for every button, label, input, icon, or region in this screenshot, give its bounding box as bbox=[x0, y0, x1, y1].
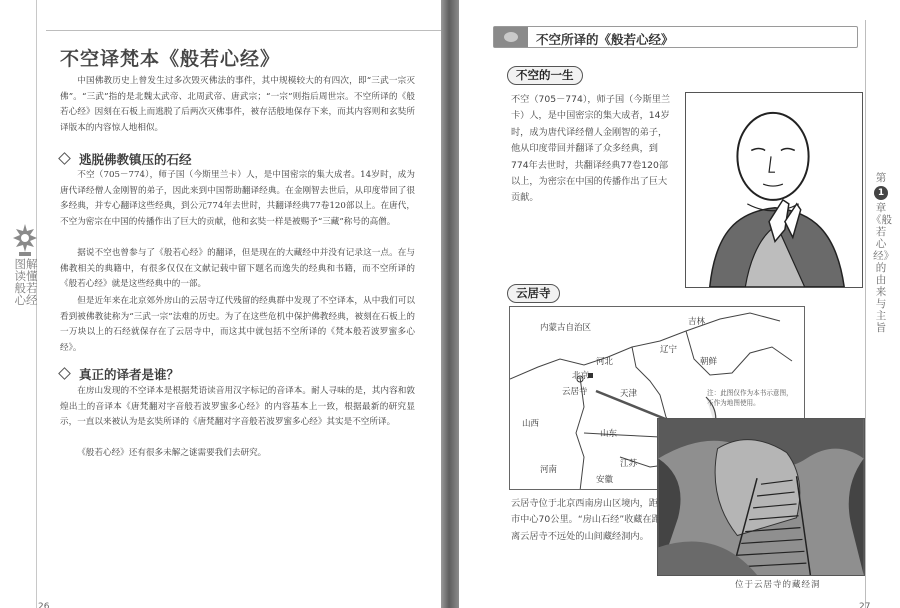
section-heading-stone-sutra: 逃脱佛教镇压的石经 bbox=[60, 150, 192, 168]
map-label: 河北 bbox=[596, 357, 614, 367]
map-label: 辽宁 bbox=[660, 345, 678, 355]
map-label: 云居寺 bbox=[562, 387, 588, 397]
bio-text: 不空（705－774），师子国（今斯里兰卡）人，是中国密宗的集大成者，14岁时，成为唐代译经僧人金刚智的弟子，他从印度带回并翻译了众多经典，到774年去世时，共翻译经典77卷120部以上，为密宗在中国的传播作出了巨大贡献。 bbox=[511, 94, 671, 204]
diamond-bullet-icon bbox=[58, 367, 71, 380]
header-rule bbox=[46, 30, 441, 31]
map-label: 山东 bbox=[600, 429, 618, 439]
map-label: 吉林 bbox=[688, 317, 706, 327]
monk-portrait bbox=[685, 92, 863, 288]
paragraph: 不空（705－774），师子国（今斯里兰卡）人，是中国密宗的集大成者。14岁时，成为唐代译经僧人金刚智的弟子，因此来到中国帮助翻译经典。在金刚智去世后，从印度带回了很多经典，并专心翻译这些经典，到公元774年去世时，共翻译经典77卷120部以上。在唐代，不空为密宗在中国的传播作出了巨大的贡献，他和玄奘一样是被赐予“三藏”称号的高僧。 bbox=[60, 170, 415, 227]
paragraph: 《般若心经》还有很多未解之谜需要我们去研究。 bbox=[77, 448, 267, 458]
paragraph: 据说不空也曾参与了《般若心经》的翻译，但是现在的大藏经中并没有记录这一点。在与佛教相关的典籍中，有很多仅仅在文献记载中留下题名而逸失的经典和书籍，而不空所译的《般若心经》就是这些经典中的一部。 bbox=[60, 248, 415, 290]
map-label: 江苏 bbox=[620, 459, 638, 469]
page-number: 27 bbox=[859, 602, 871, 608]
section-heading-true-translator: 真正的译者是谁？ bbox=[60, 365, 179, 383]
page-title: 不空译梵本《般若心经》 bbox=[60, 48, 281, 70]
pill-label-temple: 云居寺 bbox=[507, 284, 560, 303]
map-label: 安徽 bbox=[596, 475, 614, 485]
right-page bbox=[459, 0, 900, 608]
map-label: 天津 bbox=[620, 389, 638, 399]
map-label: 河南 bbox=[540, 465, 558, 475]
chapter-number-badge: 1 bbox=[874, 186, 888, 200]
chapter-side-label: 第 1 章 《般若心经》的由来与主旨 bbox=[871, 172, 892, 334]
map-label: 山西 bbox=[522, 419, 540, 429]
chapter-banner bbox=[493, 26, 858, 48]
book-side-title: 图解读懂般若心经 bbox=[14, 257, 38, 307]
map-label: 北京 bbox=[572, 371, 590, 381]
sutra-cave-illustration bbox=[657, 418, 865, 576]
diamond-bullet-icon bbox=[58, 152, 71, 165]
pill-label-bio: 不空的一生 bbox=[507, 66, 583, 85]
map-label: 朝鲜 bbox=[700, 357, 718, 367]
cave-caption: 位于云居寺的藏经洞 bbox=[735, 580, 821, 590]
map-note: 注：此图仅作为本书示意图，不作为地图使用。 bbox=[707, 389, 793, 407]
paragraph: 在房山发现的不空译本是根据梵语读音用汉字标记的音译本。耐人寻味的是，其内容和敦煌出土的音译本《唐梵翻对字音般若波罗蜜多心经》的内容基本上一致，根据最新的研究显示，一直以来被认为是玄奘所译的《唐梵翻对字音般若波罗蜜多心经》其实是不空所译。 bbox=[60, 386, 415, 428]
temple-description: 云居寺位于北京西南房山区境内，距市中心70公里。“房山石经”收藏在距离云居寺不远处的山间藏经洞内。 bbox=[511, 498, 661, 542]
buddha-ornament-icon bbox=[10, 222, 40, 258]
left-page bbox=[0, 0, 441, 608]
page-number: 26 bbox=[38, 602, 50, 608]
margin-rule bbox=[865, 20, 866, 608]
paragraph: 但是近年来在北京郊外房山的云居寺辽代残留的经典群中发现了不空译本，从中我们可以看到被佛教徒称为“三武一宗”法难的历史。为了在这些危机中保护佛教经典，被刻在石板上的一万块以上的石经就保存在了云居寺中，而这其中就包括不空所译的《梵本般若波罗蜜多心经》。 bbox=[60, 296, 415, 353]
map-label: 内蒙古自治区 bbox=[540, 323, 592, 333]
eye-icon bbox=[504, 32, 518, 42]
banner-title: 不空所译的《般若心经》 bbox=[536, 32, 674, 47]
book-gutter bbox=[441, 0, 459, 608]
intro-paragraph: 中国佛教历史上曾发生过多次毁灭佛法的事件，其中规模较大的有四次，即“三武一宗灭佛”。“三武”指的是北魏太武帝、北周武帝、唐武宗；“一宗”则指后周世宗。不空所译的《般若心经》因刻在石板上而逃脱了后两次灭佛事件，被存活般地保存下来，而其内容则和玄奘所译版本的内容惊人地相似。 bbox=[60, 76, 415, 133]
